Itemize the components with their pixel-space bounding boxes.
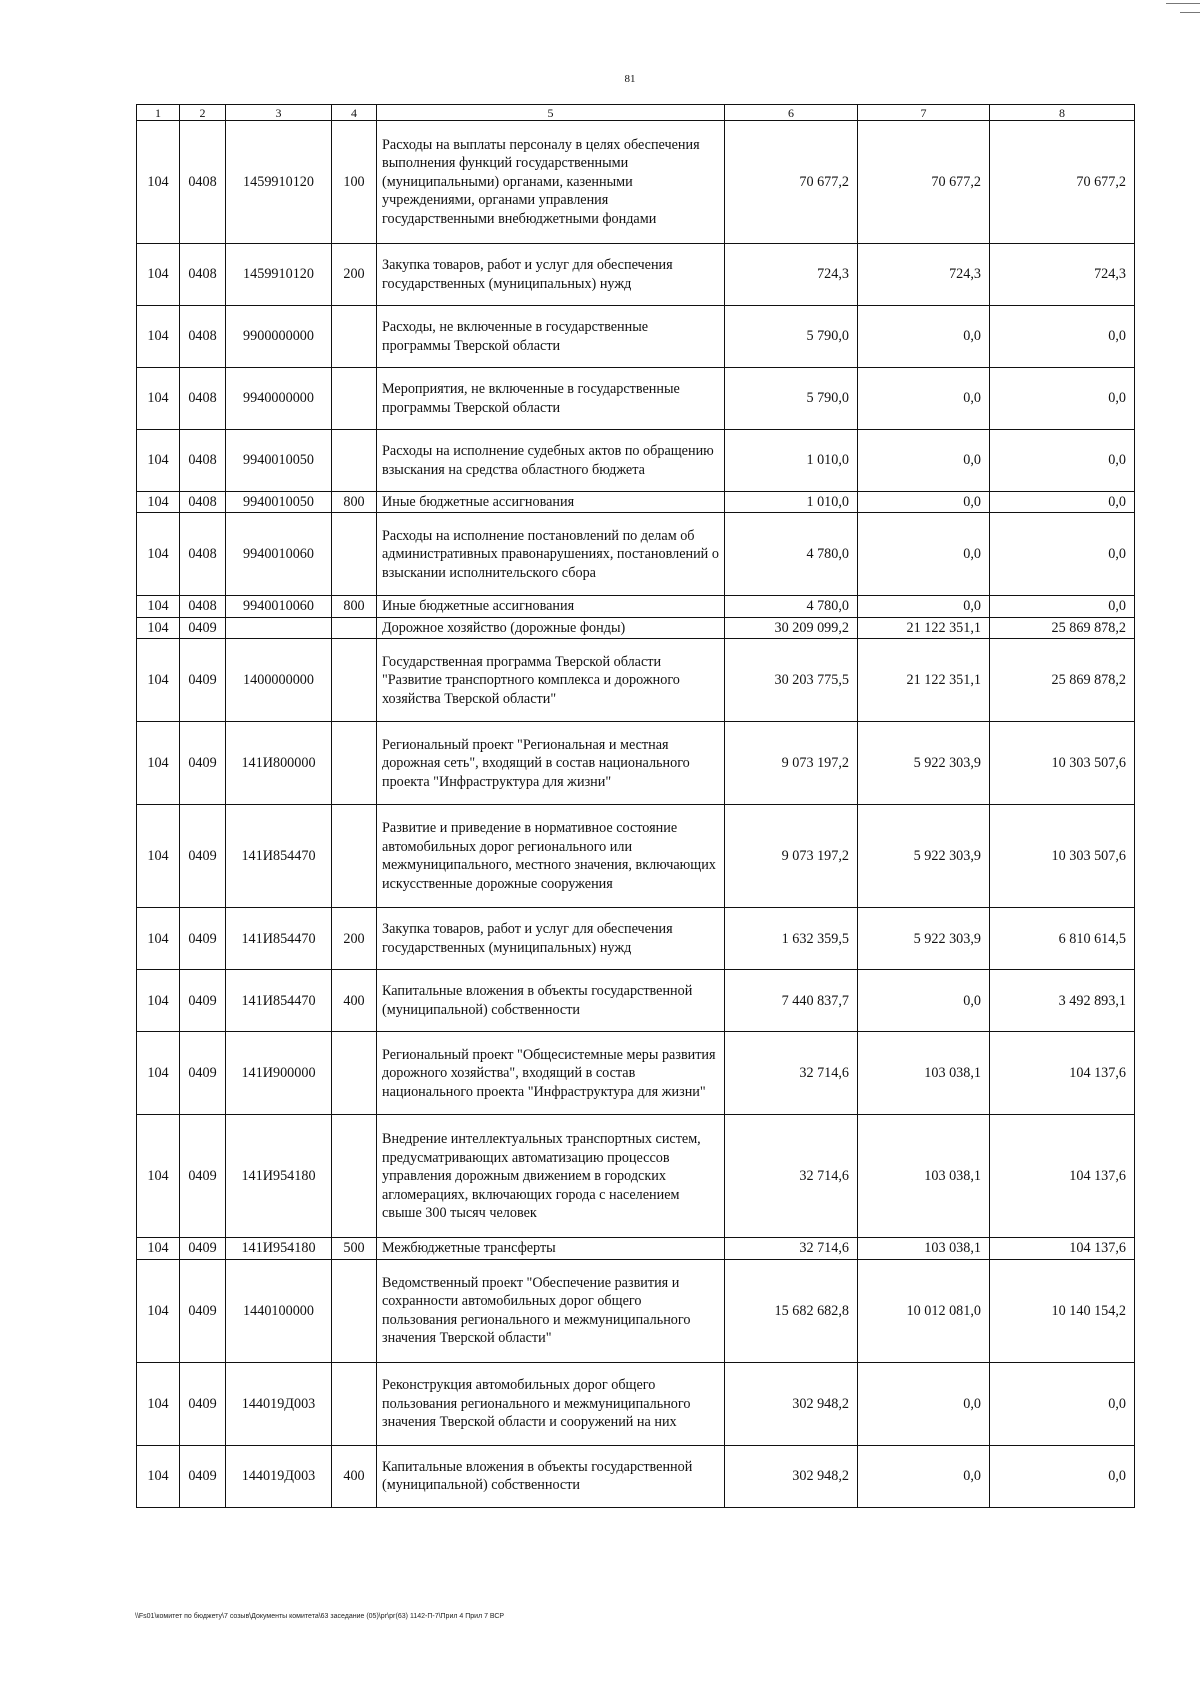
cell-amount-col7: 0,0 <box>858 1445 990 1507</box>
cell-amount-col7: 0,0 <box>858 430 990 492</box>
cell-name: Расходы на выплаты персоналу в целях обеспечения выполнения функций государственными (муниципальными) органами, казенными учреждениями, органами управления государственными внебюджетными фондами <box>377 121 725 244</box>
cell-amount-col7: 103 038,1 <box>858 1238 990 1259</box>
cell-section: 104 <box>137 617 180 638</box>
table-row <box>137 722 1135 805</box>
cell-target-article: 141И900000 <box>226 1032 332 1115</box>
cell-amount-col7: 5 922 303,9 <box>858 722 990 805</box>
cell-expense-type: 500 <box>332 1238 377 1259</box>
cell-amount-col8: 0,0 <box>990 596 1135 617</box>
cell-amount-col8: 0,0 <box>990 513 1135 596</box>
scan-mark <box>1166 3 1200 4</box>
cell-subsection: 0409 <box>180 1362 226 1445</box>
cell-subsection: 0409 <box>180 1032 226 1115</box>
cell-subsection: 0409 <box>180 1238 226 1259</box>
cell-target-article: 1400000000 <box>226 639 332 722</box>
cell-amount-col6: 70 677,2 <box>725 121 858 244</box>
cell-expense-type <box>332 1032 377 1115</box>
cell-amount-col7: 10 012 081,0 <box>858 1259 990 1362</box>
cell-name: Иные бюджетные ассигнования <box>377 492 725 513</box>
cell-expense-type: 400 <box>332 1445 377 1507</box>
cell-amount-col8: 0,0 <box>990 492 1135 513</box>
cell-expense-type <box>332 430 377 492</box>
cell-subsection: 0409 <box>180 1445 226 1507</box>
cell-expense-type <box>332 617 377 638</box>
header-col-7: 7 <box>858 105 990 121</box>
cell-amount-col6: 724,3 <box>725 244 858 306</box>
table-header-row <box>137 105 1135 121</box>
cell-section: 104 <box>137 1238 180 1259</box>
table-row <box>137 1115 1135 1238</box>
cell-amount-col8: 10 303 507,6 <box>990 722 1135 805</box>
cell-amount-col6: 5 790,0 <box>725 306 858 368</box>
header-col-5: 5 <box>377 105 725 121</box>
cell-amount-col6: 7 440 837,7 <box>725 970 858 1032</box>
cell-subsection: 0408 <box>180 244 226 306</box>
header-col-2: 2 <box>180 105 226 121</box>
cell-amount-col7: 0,0 <box>858 1362 990 1445</box>
table-row <box>137 596 1135 617</box>
cell-amount-col6: 4 780,0 <box>725 596 858 617</box>
cell-amount-col6: 302 948,2 <box>725 1362 858 1445</box>
cell-target-article: 141И954180 <box>226 1238 332 1259</box>
cell-target-article: 9940010060 <box>226 596 332 617</box>
cell-name: Государственная программа Тверской области "Развитие транспортного комплекса и дорожного хозяйства Тверской области" <box>377 639 725 722</box>
cell-subsection: 0408 <box>180 121 226 244</box>
cell-section: 104 <box>137 1259 180 1362</box>
cell-subsection: 0408 <box>180 596 226 617</box>
cell-amount-col7: 103 038,1 <box>858 1115 990 1238</box>
cell-expense-type <box>332 639 377 722</box>
cell-subsection: 0409 <box>180 617 226 638</box>
cell-target-article <box>226 617 332 638</box>
cell-amount-col8: 0,0 <box>990 306 1135 368</box>
cell-target-article: 9940010050 <box>226 430 332 492</box>
cell-name: Региональный проект "Региональная и местная дорожная сеть", входящий в состав национального проекта "Инфраструктура для жизни" <box>377 722 725 805</box>
cell-amount-col7: 70 677,2 <box>858 121 990 244</box>
cell-amount-col7: 21 122 351,1 <box>858 617 990 638</box>
cell-name: Закупка товаров, работ и услуг для обеспечения государственных (муниципальных) нужд <box>377 908 725 970</box>
table-row <box>137 639 1135 722</box>
cell-name: Капитальные вложения в объекты государственной (муниципальной) собственности <box>377 970 725 1032</box>
cell-expense-type: 800 <box>332 492 377 513</box>
cell-section: 104 <box>137 1445 180 1507</box>
cell-name: Ведомственный проект "Обеспечение развития и сохранности автомобильных дорог общего пользования регионального и межмуниципального значения Тверской области" <box>377 1259 725 1362</box>
cell-amount-col7: 724,3 <box>858 244 990 306</box>
cell-amount-col8: 0,0 <box>990 368 1135 430</box>
header-col-1: 1 <box>137 105 180 121</box>
cell-section: 104 <box>137 244 180 306</box>
cell-expense-type <box>332 722 377 805</box>
cell-subsection: 0409 <box>180 805 226 908</box>
cell-amount-col7: 0,0 <box>858 306 990 368</box>
cell-amount-col8: 25 869 878,2 <box>990 639 1135 722</box>
cell-subsection: 0409 <box>180 1259 226 1362</box>
cell-amount-col8: 724,3 <box>990 244 1135 306</box>
cell-section: 104 <box>137 368 180 430</box>
table-row <box>137 244 1135 306</box>
cell-name: Капитальные вложения в объекты государственной (муниципальной) собственности <box>377 1445 725 1507</box>
cell-name: Межбюджетные трансферты <box>377 1238 725 1259</box>
cell-target-article: 144019Д003 <box>226 1445 332 1507</box>
cell-subsection: 0408 <box>180 368 226 430</box>
table-row <box>137 368 1135 430</box>
cell-amount-col6: 1 010,0 <box>725 430 858 492</box>
cell-amount-col6: 302 948,2 <box>725 1445 858 1507</box>
cell-expense-type <box>332 1115 377 1238</box>
cell-amount-col7: 0,0 <box>858 596 990 617</box>
cell-expense-type <box>332 1362 377 1445</box>
table-row <box>137 908 1135 970</box>
cell-name: Мероприятия, не включенные в государственные программы Тверской области <box>377 368 725 430</box>
cell-target-article: 9940010050 <box>226 492 332 513</box>
cell-section: 104 <box>137 430 180 492</box>
table-row <box>137 1032 1135 1115</box>
cell-amount-col8: 0,0 <box>990 1445 1135 1507</box>
cell-name: Региональный проект "Общесистемные меры развития дорожного хозяйства", входящий в состав национального проекта "Инфраструктура для жизни" <box>377 1032 725 1115</box>
cell-subsection: 0409 <box>180 639 226 722</box>
cell-section: 104 <box>137 513 180 596</box>
table-row <box>137 617 1135 638</box>
cell-name: Расходы, не включенные в государственные программы Тверской области <box>377 306 725 368</box>
cell-target-article: 1459910120 <box>226 244 332 306</box>
cell-section: 104 <box>137 492 180 513</box>
cell-amount-col7: 0,0 <box>858 368 990 430</box>
cell-subsection: 0408 <box>180 492 226 513</box>
cell-amount-col8: 104 137,6 <box>990 1115 1135 1238</box>
cell-section: 104 <box>137 722 180 805</box>
cell-expense-type: 200 <box>332 908 377 970</box>
cell-name: Внедрение интеллектуальных транспортных систем, предусматривающих автоматизацию процессов управления дорожным движением в городских агломерациях, включающих города с населением свыше 300 тысяч человек <box>377 1115 725 1238</box>
table-row <box>137 805 1135 908</box>
table-row <box>137 1259 1135 1362</box>
cell-amount-col6: 4 780,0 <box>725 513 858 596</box>
cell-expense-type <box>332 1259 377 1362</box>
cell-amount-col7: 103 038,1 <box>858 1032 990 1115</box>
cell-subsection: 0408 <box>180 430 226 492</box>
cell-amount-col6: 32 714,6 <box>725 1032 858 1115</box>
cell-amount-col6: 32 714,6 <box>725 1115 858 1238</box>
cell-amount-col7: 0,0 <box>858 492 990 513</box>
cell-expense-type <box>332 513 377 596</box>
cell-amount-col7: 0,0 <box>858 513 990 596</box>
cell-target-article: 144019Д003 <box>226 1362 332 1445</box>
cell-expense-type: 100 <box>332 121 377 244</box>
cell-section: 104 <box>137 1115 180 1238</box>
cell-amount-col6: 5 790,0 <box>725 368 858 430</box>
cell-expense-type: 200 <box>332 244 377 306</box>
table-row <box>137 1445 1135 1507</box>
cell-amount-col8: 0,0 <box>990 430 1135 492</box>
cell-name: Иные бюджетные ассигнования <box>377 596 725 617</box>
page-number: 81 <box>624 73 636 85</box>
cell-amount-col7: 5 922 303,9 <box>858 805 990 908</box>
cell-name: Закупка товаров, работ и услуг для обеспечения государственных (муниципальных) нужд <box>377 244 725 306</box>
cell-amount-col6: 9 073 197,2 <box>725 805 858 908</box>
cell-subsection: 0408 <box>180 513 226 596</box>
cell-amount-col8: 25 869 878,2 <box>990 617 1135 638</box>
header-col-4: 4 <box>332 105 377 121</box>
cell-section: 104 <box>137 1032 180 1115</box>
table-row <box>137 1238 1135 1259</box>
cell-subsection: 0409 <box>180 908 226 970</box>
cell-amount-col8: 10 303 507,6 <box>990 805 1135 908</box>
cell-target-article: 141И954180 <box>226 1115 332 1238</box>
cell-subsection: 0409 <box>180 1115 226 1238</box>
cell-amount-col6: 30 203 775,5 <box>725 639 858 722</box>
cell-amount-col8: 10 140 154,2 <box>990 1259 1135 1362</box>
scan-mark <box>1180 12 1200 13</box>
cell-target-article: 1459910120 <box>226 121 332 244</box>
cell-section: 104 <box>137 970 180 1032</box>
table-row <box>137 430 1135 492</box>
cell-section: 104 <box>137 1362 180 1445</box>
cell-amount-col6: 1 010,0 <box>725 492 858 513</box>
cell-target-article: 141И854470 <box>226 970 332 1032</box>
table-row <box>137 492 1135 513</box>
cell-amount-col6: 32 714,6 <box>725 1238 858 1259</box>
cell-expense-type <box>332 306 377 368</box>
cell-name: Расходы на исполнение постановлений по делам об административных правонарушениях, постановлений о взыскании исполнительского сбора <box>377 513 725 596</box>
footer-file-path: \\Fs01\комитет по бюджету\7 созыв\Документы комитета\63 заседание (05)\рг\рг(63) 1142-П-7\Прил 4 Прил 7 ВСР <box>135 1613 505 1620</box>
cell-amount-col7: 0,0 <box>858 970 990 1032</box>
cell-expense-type: 800 <box>332 596 377 617</box>
cell-name: Дорожное хозяйство (дорожные фонды) <box>377 617 725 638</box>
cell-target-article: 9940010060 <box>226 513 332 596</box>
cell-name: Развитие и приведение в нормативное состояние автомобильных дорог регионального или межмуниципального, местного значения, включающих искусственные дорожные сооружения <box>377 805 725 908</box>
cell-section: 104 <box>137 908 180 970</box>
cell-name: Реконструкция автомобильных дорог общего пользования регионального и межмуниципального значения Тверской области и сооружений на них <box>377 1362 725 1445</box>
cell-amount-col8: 0,0 <box>990 1362 1135 1445</box>
cell-amount-col6: 15 682 682,8 <box>725 1259 858 1362</box>
cell-subsection: 0408 <box>180 306 226 368</box>
cell-subsection: 0409 <box>180 722 226 805</box>
table-row <box>137 121 1135 244</box>
cell-target-article: 141И800000 <box>226 722 332 805</box>
cell-subsection: 0409 <box>180 970 226 1032</box>
cell-section: 104 <box>137 805 180 908</box>
table-row <box>137 1362 1135 1445</box>
cell-name: Расходы на исполнение судебных актов по обращению взыскания на средства областного бюджета <box>377 430 725 492</box>
table-row <box>137 513 1135 596</box>
cell-amount-col6: 9 073 197,2 <box>725 722 858 805</box>
header-col-6: 6 <box>725 105 858 121</box>
cell-amount-col8: 104 137,6 <box>990 1238 1135 1259</box>
table-row <box>137 970 1135 1032</box>
cell-target-article: 9940000000 <box>226 368 332 430</box>
header-col-3: 3 <box>226 105 332 121</box>
header-col-8: 8 <box>990 105 1135 121</box>
cell-amount-col6: 1 632 359,5 <box>725 908 858 970</box>
budget-table <box>136 104 1135 1508</box>
cell-amount-col6: 30 209 099,2 <box>725 617 858 638</box>
cell-target-article: 141И854470 <box>226 805 332 908</box>
cell-section: 104 <box>137 596 180 617</box>
cell-target-article: 9900000000 <box>226 306 332 368</box>
cell-expense-type <box>332 368 377 430</box>
cell-amount-col8: 70 677,2 <box>990 121 1135 244</box>
cell-amount-col7: 5 922 303,9 <box>858 908 990 970</box>
cell-section: 104 <box>137 639 180 722</box>
table-row <box>137 306 1135 368</box>
cell-amount-col7: 21 122 351,1 <box>858 639 990 722</box>
cell-section: 104 <box>137 121 180 244</box>
cell-target-article: 1440100000 <box>226 1259 332 1362</box>
cell-amount-col8: 6 810 614,5 <box>990 908 1135 970</box>
cell-target-article: 141И854470 <box>226 908 332 970</box>
cell-expense-type <box>332 805 377 908</box>
cell-expense-type: 400 <box>332 970 377 1032</box>
cell-amount-col8: 3 492 893,1 <box>990 970 1135 1032</box>
cell-amount-col8: 104 137,6 <box>990 1032 1135 1115</box>
cell-section: 104 <box>137 306 180 368</box>
table-body <box>137 121 1135 1508</box>
